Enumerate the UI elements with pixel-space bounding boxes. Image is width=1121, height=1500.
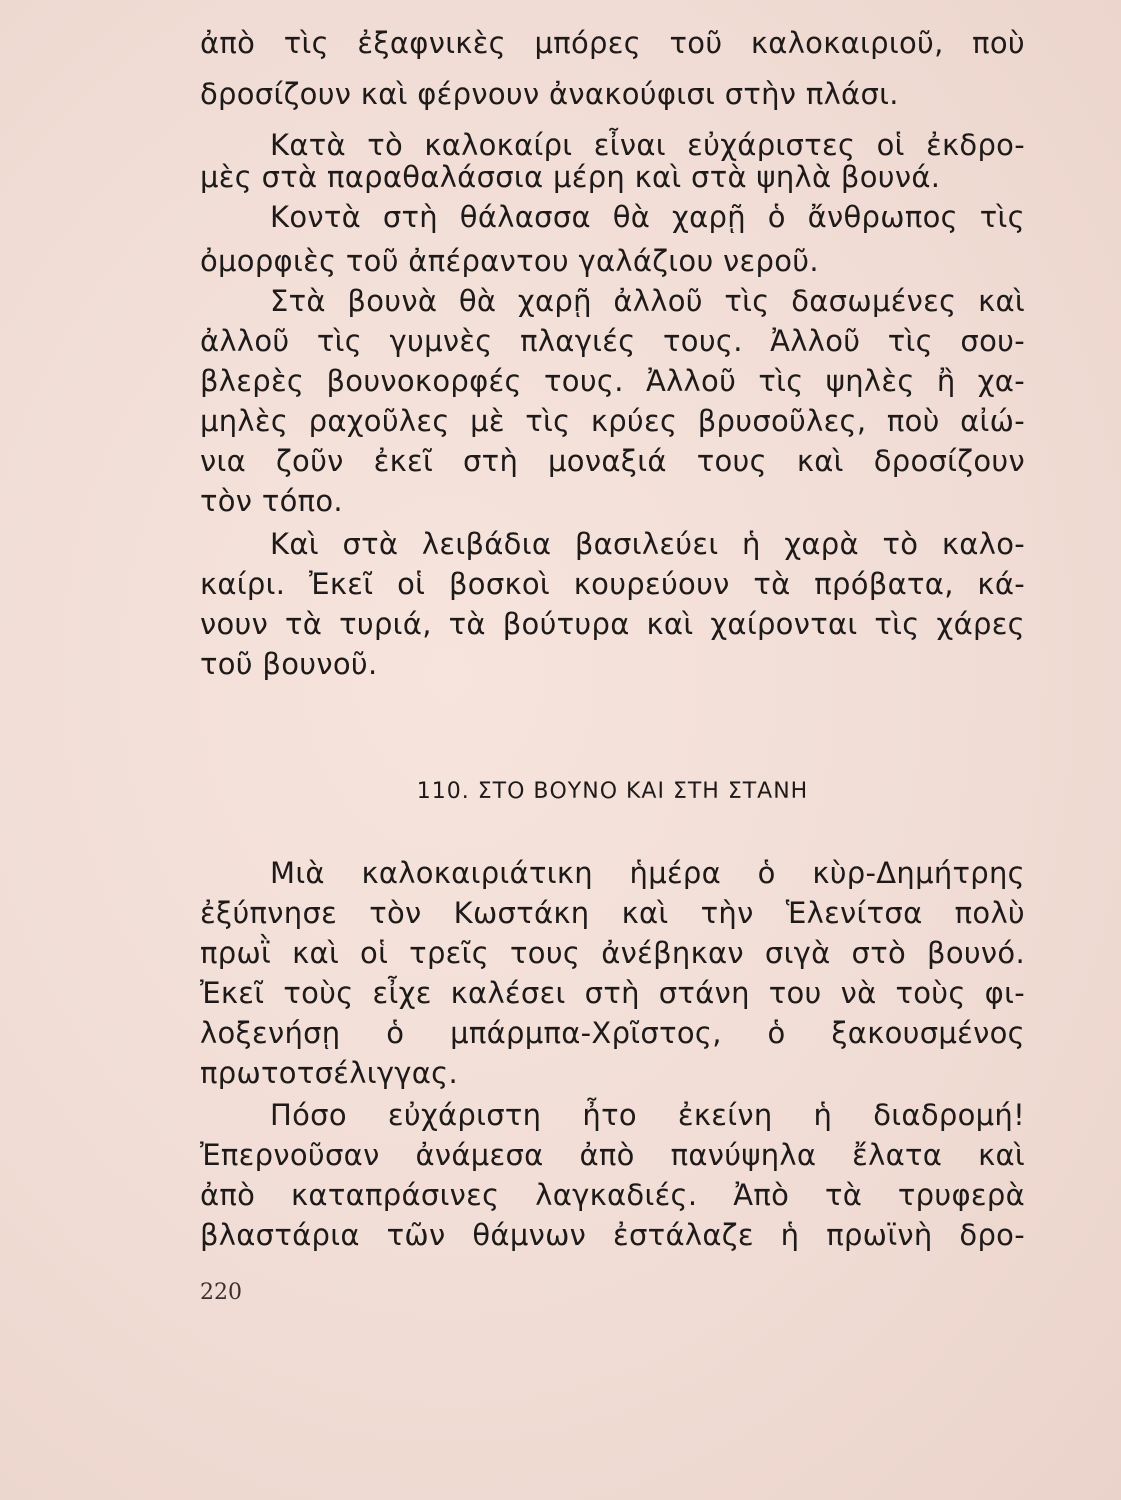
text-line: ἀλλοῦ τὶς γυμνὲς πλαγιές τους. Ἀλλοῦ τὶς σου- — [200, 324, 1025, 358]
text-line: νουν τὰ τυριά, τὰ βούτυρα καὶ χαίρονται τὶς χάρες — [200, 607, 1025, 641]
text-line: Στὰ βουνὰ θὰ χαρῇ ἀλλοῦ τὶς δασωμένες καὶ — [270, 284, 1025, 318]
text-line: Ἐπερνοῦσαν ἀνάμεσα ἀπὸ πανύψηλα ἔλατα καὶ — [200, 1138, 1025, 1172]
page-number: 220 — [200, 1280, 242, 1305]
text-line: Πόσο εὐχάριστη ἦτο ἐκείνη ἡ διαδρομή! — [270, 1098, 1025, 1132]
text-line: μηλὲς ραχοῦλες μὲ τὶς κρύες βρυσοῦλες, ποὺ αἰώ- — [200, 404, 1025, 438]
text-line: Κατὰ τὸ καλοκαίρι εἶναι εὐχάριστες οἱ ἐκδρο- — [270, 128, 1025, 162]
text-line: ἀπὸ καταπράσινες λαγκαδιές. Ἀπὸ τὰ τρυφερὰ — [200, 1178, 1025, 1212]
text-line: Κοντὰ στὴ θάλασσα θὰ χαρῇ ὁ ἄνθρωπος τὶς — [270, 200, 1025, 234]
text-line: τὸν τόπο. — [200, 484, 343, 518]
text-line: νια ζοῦν ἐκεῖ στὴ μοναξιά τους καὶ δροσίζουν — [200, 444, 1025, 478]
text-line: λοξενήσῃ ὁ μπάρμπα-Χρῖστος, ὁ ξακουσμένος — [200, 1016, 1025, 1050]
text-line: Μιὰ καλοκαιριάτικη ἡμέρα ὁ κὺρ-Δημήτρης — [270, 856, 1025, 890]
text-line: πρωῒ καὶ οἱ τρεῖς τους ἀνέβηκαν σιγὰ στὸ βουνό. — [200, 936, 1025, 970]
chapter-heading: 110. ΣΤΟ ΒΟΥΝΟ ΚΑΙ ΣΤΗ ΣΤΑΝΗ — [416, 779, 809, 804]
text-line: πρωτοτσέλιγγας. — [200, 1056, 459, 1090]
text-line: μὲς στὰ παραθαλάσσια μέρη καὶ στὰ ψηλὰ βουνά. — [200, 160, 941, 194]
text-line: ἐξύπνησε τὸν Κωστάκη καὶ τὴν Ἑλενίτσα πολὺ — [200, 896, 1025, 930]
text-line: δροσίζουν καὶ φέρνουν ἀνακούφισι στὴν πλάσι. — [200, 77, 899, 111]
text-line: ὀμορφιὲς τοῦ ἀπέραντου γαλάζιου νεροῦ. — [200, 244, 819, 278]
text-line: Ἐκεῖ τοὺς εἶχε καλέσει στὴ στάνη του νὰ τοὺς φι- — [200, 976, 1025, 1010]
text-line: καίρι. Ἐκεῖ οἱ βοσκοὶ κουρεύουν τὰ πρόβατα, κά- — [200, 567, 1025, 601]
text-line: βλαστάρια τῶν θάμνων ἐστάλαζε ἡ πρωϊνὴ δρο- — [200, 1218, 1025, 1252]
text-line: Καὶ στὰ λειβάδια βασιλεύει ἡ χαρὰ τὸ καλο- — [270, 527, 1025, 561]
text-line: τοῦ βουνοῦ. — [200, 647, 378, 681]
text-line: βλερὲς βουνοκορφές τους. Ἀλλοῦ τὶς ψηλὲς ἢ χα- — [200, 364, 1025, 398]
text-line: ἀπὸ τὶς ἐξαφνικὲς μπόρες τοῦ καλοκαιριοῦ, ποὺ — [200, 26, 1025, 60]
